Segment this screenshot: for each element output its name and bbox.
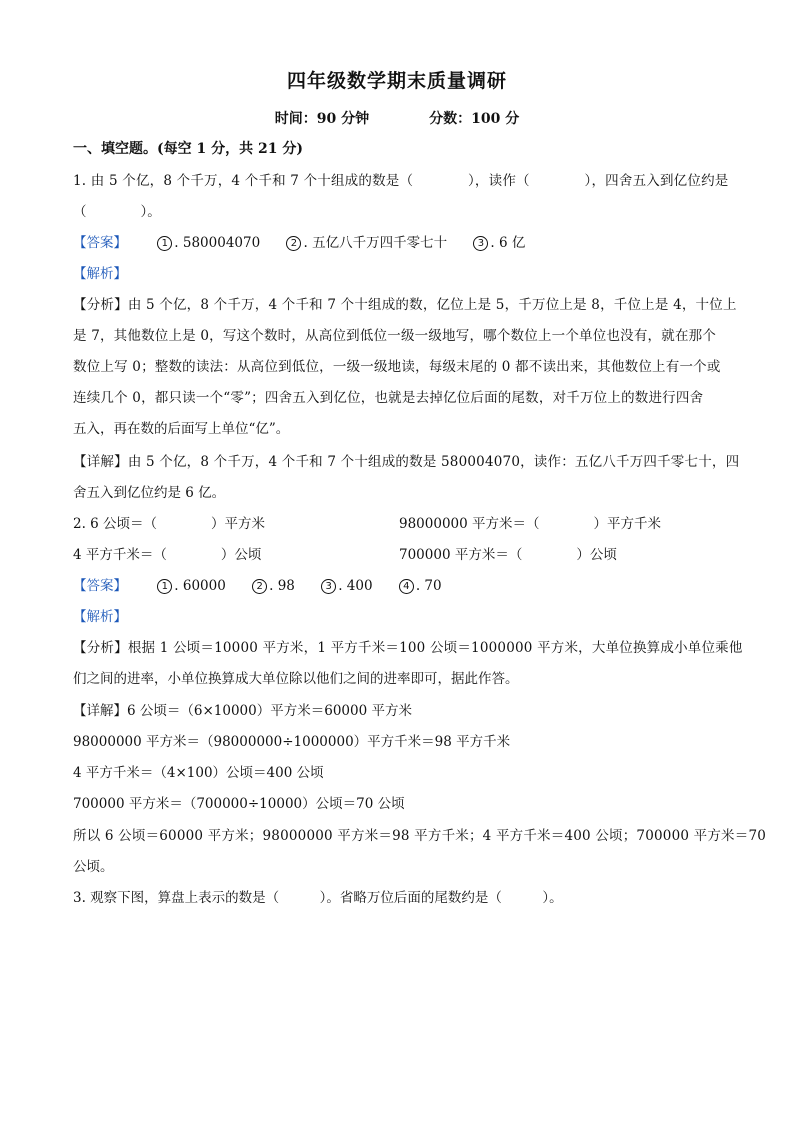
q1-detail-line-1 — [73, 452, 740, 472]
q1-fenxi-line-5: 五入，再在数的后面写上单位“亿”。 — [73, 421, 290, 437]
analysis-tag: 【解析】 — [73, 266, 127, 282]
q2-item-2: 98000000 平方米＝（ ）平方千米 — [399, 516, 662, 532]
page-title: 四年级数学期末质量调研 — [286, 70, 507, 92]
q1-text-line-1: 1. 由 5 个亿，8 个千万，4 个千和 7 个十组成的数是（ ），读作（ ），四舍五入到亿位约是 — [73, 173, 729, 189]
q2-detail-line-6: 公顷。 — [73, 859, 114, 875]
q1-answer-2: . 五亿八千万四千零七十 — [303, 235, 448, 251]
q2-fenxi-text-1: 根据 1 公顷＝10000 平方米，1 平方千米＝100 公顷＝1000000 平方米，大单位换算成小单位乘他 — [127, 640, 743, 656]
q2-answer-3: . 400 — [338, 578, 373, 594]
circled-number: 1 — [157, 236, 172, 251]
q2-row-1 — [73, 514, 723, 534]
q2-detail-line-3: 4 平方千米＝（4×100）公顷＝400 公顷 — [73, 765, 324, 781]
q1-text-line-2: （ ）。 — [73, 204, 161, 220]
circled-number: 1 — [157, 579, 172, 594]
q2-fenxi-line-1 — [73, 638, 743, 658]
circled-number: 3 — [321, 579, 336, 594]
q2-fenxi-line-2: 们之间的进率，小单位换算成大单位除以他们之间的进率即可，据此作答。 — [73, 671, 519, 687]
detail-tag: 【详解】 — [73, 703, 127, 719]
fenxi-tag: 【分析】 — [73, 297, 128, 313]
q1-detail-text-1: 由 5 个亿，8 个千万，4 个千和 7 个十组成的数是 580004070，读作：五亿八千万四千零七十，四 — [127, 454, 740, 470]
q2-answer-4: . 70 — [415, 578, 442, 594]
exam-score: 分数：100 分 — [429, 111, 520, 127]
circled-number: 2 — [286, 236, 301, 251]
q2-analysis-tag-row — [73, 607, 723, 627]
exam-time: 时间：90 分钟 — [274, 111, 370, 127]
q2-item-3: 4 平方千米＝（ ）公顷 — [73, 547, 262, 563]
circled-number: 2 — [252, 579, 267, 594]
q1-analysis-tag-row — [73, 264, 723, 284]
q2-detail-line-1 — [73, 701, 723, 721]
fenxi-tag: 【分析】 — [73, 640, 128, 656]
q2-detail-line-5: 所以 6 公顷＝60000 平方米；98000000 平方米＝98 平方千米；4 平方千米＝400 公顷；700000 平方米＝70 — [73, 828, 767, 844]
q2-item-4: 700000 平方米＝（ ）公顷 — [399, 547, 617, 563]
q2-row-2 — [73, 545, 723, 565]
q1-detail-line-2: 舍五入到亿位约是 6 亿。 — [73, 485, 226, 501]
q1-answer-row — [73, 233, 723, 253]
circled-number: 4 — [399, 579, 414, 594]
q1-fenxi-line-1 — [73, 295, 737, 315]
analysis-tag: 【解析】 — [73, 609, 127, 625]
detail-tag: 【详解】 — [73, 454, 128, 470]
q2-answer-row — [73, 576, 723, 596]
q2-detail-line-4: 700000 平方米＝（700000÷10000）公顷＝70 公顷 — [73, 796, 405, 812]
q2-answer-2: . 98 — [269, 578, 295, 594]
q1-answer-3: . 6 亿 — [490, 235, 526, 251]
q2-item-1: 2. 6 公顷＝（ ）平方米 — [73, 516, 266, 532]
q2-detail-text-1: 6 公顷＝（6×10000）平方米＝60000 平方米 — [127, 703, 412, 719]
q1-answer-1: . 580004070 — [174, 235, 261, 251]
answer-tag: 【答案】 — [73, 578, 127, 594]
section-heading: 一、填空题。(每空 1 分，共 21 分) — [73, 141, 303, 157]
q1-fenxi-line-2: 是 7，其他数位上是 0，写这个数时，从高位到低位一级一级地写，哪个数位上一个单位也没有，就在那个 — [73, 328, 717, 344]
answer-tag: 【答案】 — [73, 235, 127, 251]
q1-fenxi-line-4: 连续几个 0，都只读一个“零”；四舍五入到亿位，也就是去掉亿位后面的尾数，对千万位上的数进行四舍 — [73, 390, 704, 406]
exam-meta — [0, 108, 794, 128]
q1-fenxi-text-1: 由 5 个亿，8 个千万，4 个千和 7 个十组成的数，亿位上是 5，千万位上是 8，千位上是 4，十位上 — [127, 297, 737, 313]
q3-text-line-1: 3. 观察下图，算盘上表示的数是（ ）。省略万位后面的尾数约是（ ）。 — [73, 890, 563, 906]
circled-number: 3 — [473, 236, 488, 251]
q2-detail-line-2: 98000000 平方米＝（98000000÷1000000）平方千米＝98 平方千米 — [73, 734, 511, 750]
q2-answer-1: . 60000 — [174, 578, 226, 594]
q1-fenxi-line-3: 数位上写 0；整数的读法：从高位到低位，一级一级地读，每级末尾的 0 都不读出来，其他数位上有一个或 — [73, 359, 721, 375]
